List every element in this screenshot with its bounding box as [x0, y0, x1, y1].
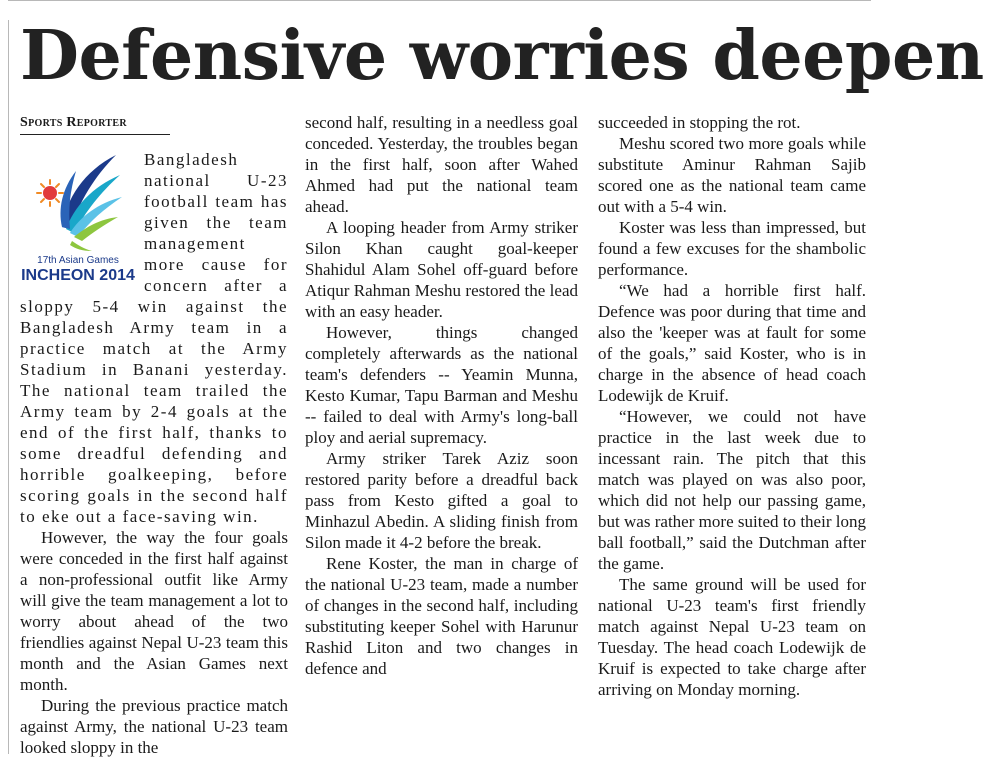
- article-column-2: [305, 112, 578, 752]
- paragraph: second half, resulting in a needless goal conceded. Yesterday, the troubles began in the first half, soon after Wahed Ahmed had put the national team ahead.: [305, 113, 578, 216]
- paragraph: Meshu scored two more goals while substitute Aminur Rahman Sajib scored one as the national team came out with a 5-4 win.: [598, 134, 866, 216]
- logo-subtitle: 17th Asian Games: [37, 255, 119, 266]
- paragraph: However, the way the four goals were conceded in the first half against a non-professional outfit like Army will give the team management a lot to worry about ahead of the two friendlies against Nepal U-23 team this month and the Asian Games next month.: [20, 528, 288, 694]
- paragraph: “However, we could not have practice in the last week due to incessant rain. The pitch that this match was played on was also poor, which did not help our passing game, but was rather more suited to their long ball football,” said the Dutchman after the game.: [598, 407, 866, 573]
- paragraph: During the previous practice match against Army, the national U-23 team looked sloppy in the: [20, 696, 288, 757]
- paragraph: The same ground will be used for national U-23 team's first friendly match against Nepal U-23 team on Tuesday. The head coach Lodewijk de Kruif is expected to take charge after arriving on Monday morning.: [598, 575, 866, 699]
- paragraph: succeeded in stopping the rot.: [598, 113, 801, 132]
- left-rule: [8, 20, 9, 754]
- paragraph: “We had a horrible first half. Defence was poor during that time and also the 'keeper was at fault for some of the goals,” said Koster, who is in charge in the absence of head coach Lodewijk de Kruif.: [598, 281, 866, 405]
- headline: Defensive worries deepen: [20, 16, 984, 96]
- article-column-1: [20, 112, 288, 757]
- logo-title: INCHEON 2014: [21, 267, 135, 284]
- paragraph: Koster was less than impressed, but found a few excuses for the shambolic performance.: [598, 218, 866, 279]
- asian-games-emblem-icon: [32, 149, 124, 253]
- paragraph: A looping header from Army striker Silon Khan caught goal-keeper Shahidul Alam Sohel off-guard before Atiqur Rahman Meshu restored the lead with an easy header.: [305, 218, 578, 321]
- article-column-3: [598, 112, 866, 752]
- paragraph: Army striker Tarek Aziz soon restored parity before a dreadful back pass from Kesto gifted a goal to Minhazul Abedin. A sliding finish from Silon made it 4-2 before the break.: [305, 449, 578, 552]
- top-rule: [8, 0, 871, 1]
- byline: Sports Reporter: [20, 112, 170, 135]
- paragraph: Rene Koster, the man in charge of the national U-23 team, made a number of changes in the second half, including substituting keeper Sohel with Harunur Rashid Liton and two changes in defence and: [305, 554, 578, 678]
- paragraph: Bangladesh national U-23 football team has given the team management more cause for concern after a sloppy 5-4 win against the Bangladesh Army team in a practice match at the Army Stadium in Banani yesterday. The national team trailed the Army team by 2-4 goals at the end of the first half, thanks to some dreadful defending and horrible goalkeeping, before scoring goals in the second half to eke out a face-saving win.: [20, 150, 288, 526]
- asian-games-logo: [20, 149, 136, 285]
- paragraph: However, things changed completely afterwards as the national team's defenders -- Yeamin Munna, Kesto Kumar, Tapu Barman and Meshu -- failed to deal with Army's long-ball ploy and aerial supremacy.: [305, 323, 578, 447]
